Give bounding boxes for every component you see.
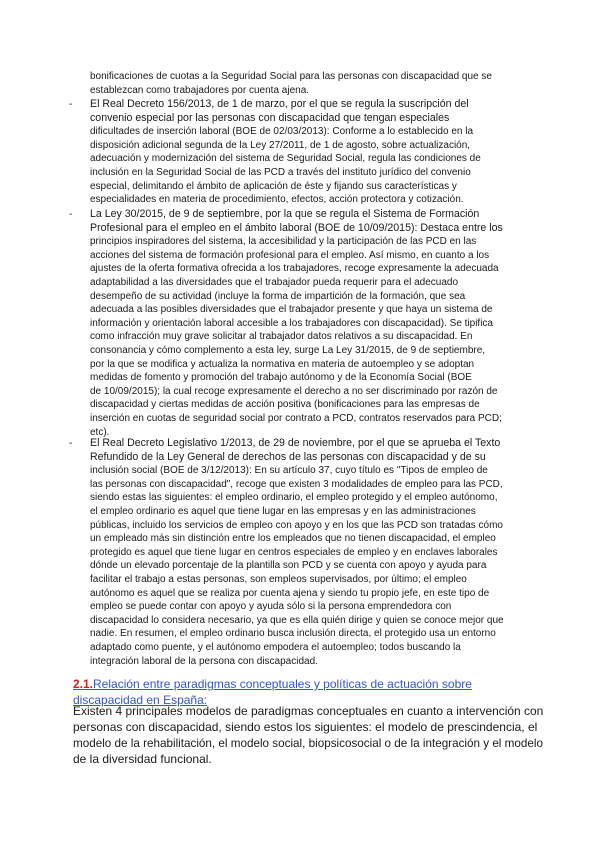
- text-line: personas con discapacidad, siendo estos los siguientes: el modelo de prescindencia, el: [73, 720, 538, 734]
- text-line: bonificaciones de cuotas a la Seguridad Social para las personas con discapacidad que se: [90, 71, 492, 82]
- text-line: dónde un elevado porcentaje de la plantilla son PCD y se cuenta con apoyo y ayuda para: [90, 560, 487, 572]
- text-line: modelo de la rehabilitación, el modelo social, biopsicosocial o de la integración y el modelo: [73, 736, 543, 750]
- section-number: 2.1.: [73, 677, 94, 691]
- text-line: el empleo ordinario es aquel que tiene lugar en las empresas y en las administraciones: [90, 505, 476, 517]
- text-line: disposición adicional segunda de la Ley 27/2011, de 1 de agosto, sobre actualización,: [90, 139, 471, 151]
- text-line: adaptabilidad a las diversidades que el trabajador pueda requerir para el adecuado: [90, 276, 459, 288]
- text-line: un empleado más sin distinción entre los empleados que no tienen discapacidad, el empleo: [90, 533, 496, 545]
- bullet-dash: -: [69, 99, 73, 110]
- text-line: públicas, incluido los servicios de empleo con apoyo y en los que las PCD son tratadas cómo: [90, 519, 503, 531]
- text-line: principios inspiradores del sistema, la accesibilidad y la participación de las PCD en las: [90, 236, 477, 248]
- text-line: establezcan como trabajadores por cuenta ajena.: [90, 84, 310, 96]
- text-line: desempeño de su actividad (incluye la forma de impartición de la formación, que sea: [90, 290, 466, 302]
- text-line: siendo estas las siguientes: el empleo ordinario, el empleo protegido y el empleo autónomo,: [90, 492, 498, 504]
- text-line: protegido es aquel que tiene lugar en centros especiales de empleo y en enclaves laborales: [90, 546, 498, 558]
- text-line: inserción en cuotas de seguridad social por contrato a PCD, contratos reservados para PCD;: [90, 412, 502, 424]
- text-line: medidas de fomento y promoción del trabajo autónomo y de la Economía Social (BOE: [90, 372, 472, 384]
- text-line: especialidades en materia de procedimiento, efectos, acción protectora y cotización.: [90, 194, 464, 206]
- text-line: especial, delimitando el ámbito de aplicación de éste y fijando sus características y: [90, 180, 457, 192]
- text-line: ajustes de la oferta formativa ofrecida a los trabajadores, recoge expresamente la adecuada: [90, 263, 499, 275]
- text-line: discapacidad y ciertas medidas de acción positiva (bonificaciones para las empresas de: [90, 399, 480, 411]
- text-line: información y orientación laboral accesible a los trabajadores con discapacidad). Se tipifica: [90, 317, 493, 329]
- text-line: dificultades de inserción laboral (BOE de 02/03/2013): Conforme a lo establecido en la: [90, 126, 474, 138]
- text-line: adecuada a las posibles diversidades que el trabajador presente y que haya un sistema de: [90, 304, 493, 316]
- bullet-dash: -: [69, 209, 73, 220]
- bullet-item-real-decreto-156-2013: [69, 98, 530, 207]
- text-line: integración laboral de la persona con discapacidad.: [90, 655, 318, 667]
- text-line: inclusión social (BOE de 3/12/2013): En su artículo 37, cuyo título es "Tipos de empleo de: [90, 465, 488, 477]
- text-line: las personas con discapacidad", recoge que existen 3 modalidades de empleo para las PCD,: [90, 478, 503, 490]
- text-line: adaptado como puente, y el autónomo empodera el autoempleo; todos buscando la: [90, 641, 461, 653]
- text-line: convenio especial por las personas con discapacidad que tengan especiales: [90, 111, 450, 124]
- text-line: Profesional para el empleo en el ámbito laboral (BOE de 10/09/2015): Destaca entre los: [90, 221, 503, 234]
- text-line: consonancia y cómo complemento a esta ley, surge La Ley 31/2015, de 9 de septiembre,: [90, 344, 486, 356]
- text-line: de 10/09/2015); la cual recoge expresamente el derecho a no ser discriminado por razón de: [90, 385, 498, 397]
- bullet-item-ley-30-2015: [69, 208, 530, 439]
- text-line: adecuación y modernización del sistema de Seguridad Social, regula las condiciones de: [90, 153, 481, 165]
- text-line: por la que se modifica y actualiza la normativa en materia de autoempleo y se adoptan: [90, 358, 475, 370]
- section-heading-line: [73, 676, 543, 692]
- text-line: empleo se puede contar con apoyo y ayuda sólo si la persona emprendedora con: [90, 601, 452, 613]
- continuation-text: [90, 70, 530, 97]
- text-line: Existen 4 principales modelos de paradigmas conceptuales en cuanto a intervención con: [73, 704, 544, 718]
- text-line: nadie. En resumen, el empleo ordinario busca inclusión directa, el protegido usa un entorno: [90, 628, 496, 640]
- text-line: acciones del sistema de formación profesional para el empleo. Así mismo, en cuanto a los: [90, 249, 490, 261]
- text-line: autónomo es aquel que se realiza por cuenta ajena y siendo tu propio jefe, en este tipo de: [90, 587, 490, 599]
- text-line: El Real Decreto 156/2013, de 1 de marzo, por el que se regula la suscripción del: [90, 98, 469, 110]
- text-line: etc).: [90, 426, 110, 438]
- text-line: como infracción muy grave solicitar al trabajador datos relativos a su discapacidad. En: [90, 331, 473, 343]
- bullet-item-real-decreto-legislativo-1-2013: [69, 437, 530, 668]
- text-line: facilitar el trabajo a estas personas, son empleos supervisados, por último; el empleo: [90, 573, 467, 585]
- text-line: inclusión en la Seguridad Social de las PCD a través del instituto jurídico del convenio: [90, 166, 471, 178]
- text-line: El Real Decreto Legislativo 1/2013, de 29 de noviembre, por el que se aprueba el Texto: [90, 437, 501, 449]
- bullet-dash: -: [69, 438, 73, 449]
- section-heading-line: discapacidad en España:: [73, 693, 208, 707]
- text-line: La Ley 30/2015, de 9 de septiembre, por la que se regula el Sistema de Formación: [90, 208, 480, 220]
- text-line: de la diversidad funcional.: [73, 752, 212, 766]
- body-paragraph: [73, 703, 543, 767]
- text-line: discapacidad lo considera necesario, ya que es ella quién dirige y quien se conoce mejor que: [90, 614, 504, 626]
- text-line: Refundido de la Ley General de derechos de las personas con discapacidad y de su: [90, 450, 486, 463]
- section-title-part: Relación entre paradigmas conceptuales y políticas de actuación sobre: [93, 677, 472, 691]
